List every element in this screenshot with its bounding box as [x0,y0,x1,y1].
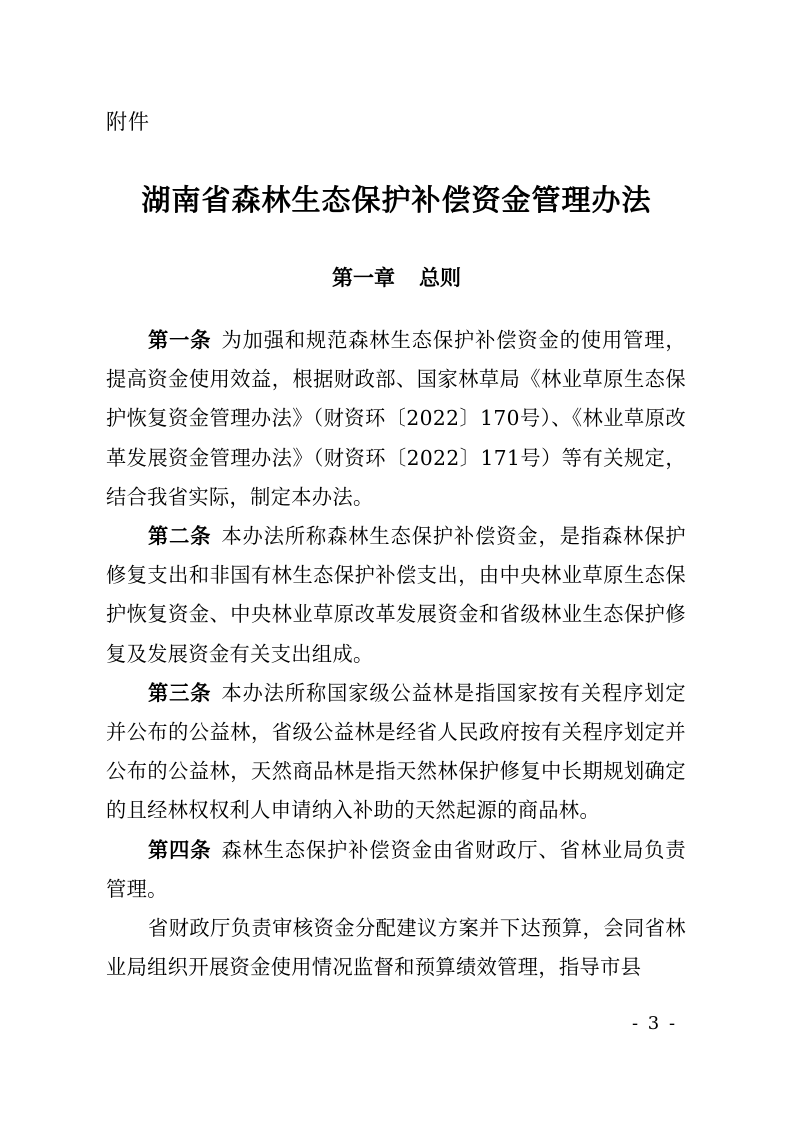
page-number: - 3 - [632,1013,678,1034]
article-label: 第一条 [148,328,212,352]
article-text: 本办法所称森林生态保护补偿资金，是指森林保护修复支出和非国有林生态保护补偿支出，由中央林业草原生态保护恢复资金、中央林业草原改革发展资金和省级林业生态保护修复及发展资金有关支出组成。 [106,524,686,666]
chapter-name: 总则 [419,266,461,290]
article-3 [106,674,686,831]
article-1 [106,321,686,517]
article-text: 本办法所称国家级公益林是指国家按有关程序划定并公布的公益林，省级公益林是经省人民政府按有关程序划定并公布的公益林，天然商品林是指天然林保护修复中长期规划确定的且经林权权利人申请纳入补助的天然起源的商品林。 [106,680,686,823]
article-text: 森林生态保护补偿资金由省财政厅、省林业局负责管理。 [106,837,686,901]
article-text: 为加强和规范森林生态保护补偿资金的使用管理，提高资金使用效益，根据财政部、国家林草局《林业草原生态保护恢复资金管理办法》（财资环〔2022〕170号）、《林业草原改革发展资金管理办法》（财资环〔2022〕171号）等有关规定，结合我省实际，制定本办法。 [106,328,686,509]
chapter-heading [0,264,793,292]
article-label: 第三条 [148,680,212,705]
document-body [106,321,686,987]
chapter-number: 第一章 [332,266,395,290]
article-4 [106,831,686,909]
article-2 [106,517,686,674]
article-label: 第二条 [148,524,212,549]
continuation-paragraph: 省财政厅负责审核资金分配建议方案并下达预算，会同省林业局组织开展资金使用情况监督和预算绩效管理，指导市县 [106,916,686,980]
document-title: 湖南省森林生态保护补偿资金管理办法 [141,183,652,217]
attachment-label: 附件 [106,110,150,134]
article-label: 第四条 [148,837,212,862]
